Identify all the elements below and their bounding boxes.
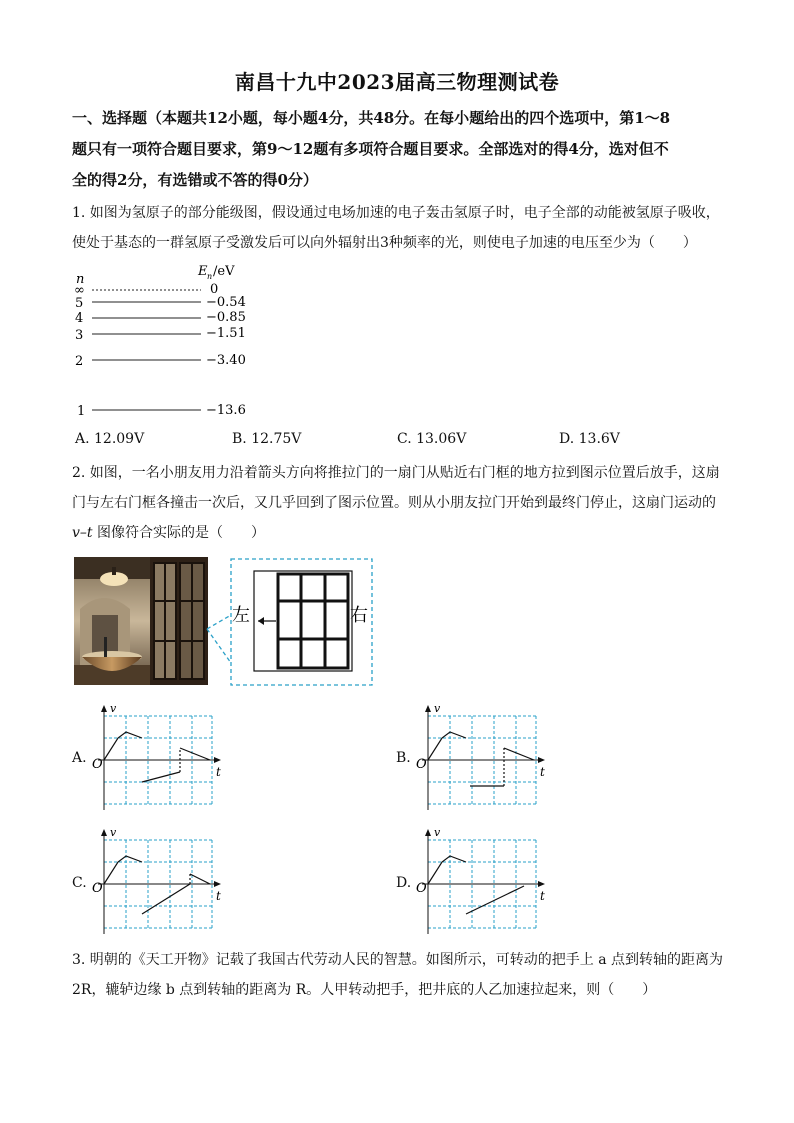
axis-t-label: t [540,889,545,903]
question-1-stem [72,198,732,258]
level-n: ∞ [74,283,85,298]
section-line: 全的得2分，有选错或不答的得0分） [72,171,318,189]
question-line: 2. 如图，一名小朋友用力沿着箭头方向将推拉门的一扇门从贴近右门框的地方拉到图示位置后放手，这扇 [72,465,720,481]
question-line: 使处于基态的一群氢原子受激发后可以向外辐射出3种频率的光，则使电子加速的电压至少为（ ） [72,235,697,251]
axis-v-label: v [434,702,441,715]
axis-v-label: v [110,702,117,715]
vt-graph-c[interactable] [90,826,240,938]
energy-axis-label [197,264,235,281]
svg-text:n: n [207,272,213,281]
question-line [72,518,732,548]
option-d-label[interactable]: D. [396,875,412,891]
vt-symbol: v–t [72,525,93,541]
question-2-stem [72,458,732,548]
svg-text:/eV: /eV [213,264,235,279]
level-n: 1 [77,404,86,419]
origin-label: O [92,757,103,772]
arrow-left-icon [258,617,264,625]
origin-label: O [92,881,103,896]
level-n: 3 [75,328,84,343]
section-heading [72,103,732,196]
section-line: 题只有一项符合题目要求，第9～12题有多项符合题目要求。全部选对的得4分，选对但不 [72,140,669,158]
origin-label: O [416,757,427,772]
level-value: 0 [210,282,219,297]
axis-t-label: t [540,765,545,779]
option-c-label[interactable]: C. [72,875,87,891]
left-label: 左 [232,605,250,626]
option-b[interactable]: B. 12.75V [232,431,302,447]
option-c[interactable]: C. 13.06V [397,431,467,447]
vt-graph-a[interactable] [90,702,240,814]
option-b-label[interactable]: B. [396,750,411,766]
level-value: −0.54 [206,295,246,310]
question-line: 2R，辘轳边缘 b 点到转轴的距离为 R。人甲转动把手，把井底的人乙加速拉起来，则（ ） [72,982,657,998]
section-line: 一、选择题（本题共12小题，每小题4分，共48分。在每小题给出的四个选项中，第1～8 [72,109,671,127]
level-n: 5 [75,296,84,311]
question-line: 3. 明朝的《天工开物》记载了我国古代劳动人民的智慧。如图所示，可转动的把手上 a 点到转轴的距离为 [72,952,724,968]
page-title: 南昌十九中2023届高三物理测试卷 [234,70,560,94]
axis-v-label: v [110,826,117,839]
door-photo [74,557,208,685]
level-value: −3.40 [206,353,246,368]
origin-label: O [416,881,427,896]
option-a[interactable]: A. 12.09V [75,431,145,447]
option-d[interactable]: D. 13.6V [559,431,620,447]
level-value: −13.6 [206,403,246,418]
axis-v-label: v [434,826,441,839]
right-label: 右 [350,605,368,626]
question-line: 1. 如图为氢原子的部分能级图，假设通过电场加速的电子轰击氢原子时，电子全部的动能被氢原子吸收， [72,205,720,221]
vt-graph-d[interactable] [414,826,564,938]
door-schematic [195,557,375,687]
level-n: 2 [75,354,84,369]
energy-level-diagram [70,260,260,420]
axis-t-label: t [216,889,221,903]
n-axis-label: n [76,272,85,287]
level-value: −0.85 [206,310,246,325]
axis-t-label: t [216,765,221,779]
level-n: 4 [75,311,84,326]
question-text: 图像符合实际的是（ ） [92,525,265,541]
level-value: −1.51 [206,326,246,341]
question-3-stem [72,945,732,1005]
question-line: 门与左右门框各撞击一次后，又几乎回到了图示位置。则从小朋友拉门开始到最终门停止，这扇门运动的 [72,495,716,511]
svg-text:E: E [198,264,208,279]
vt-graph-b[interactable] [414,702,564,814]
option-a-label[interactable]: A. [72,750,87,766]
